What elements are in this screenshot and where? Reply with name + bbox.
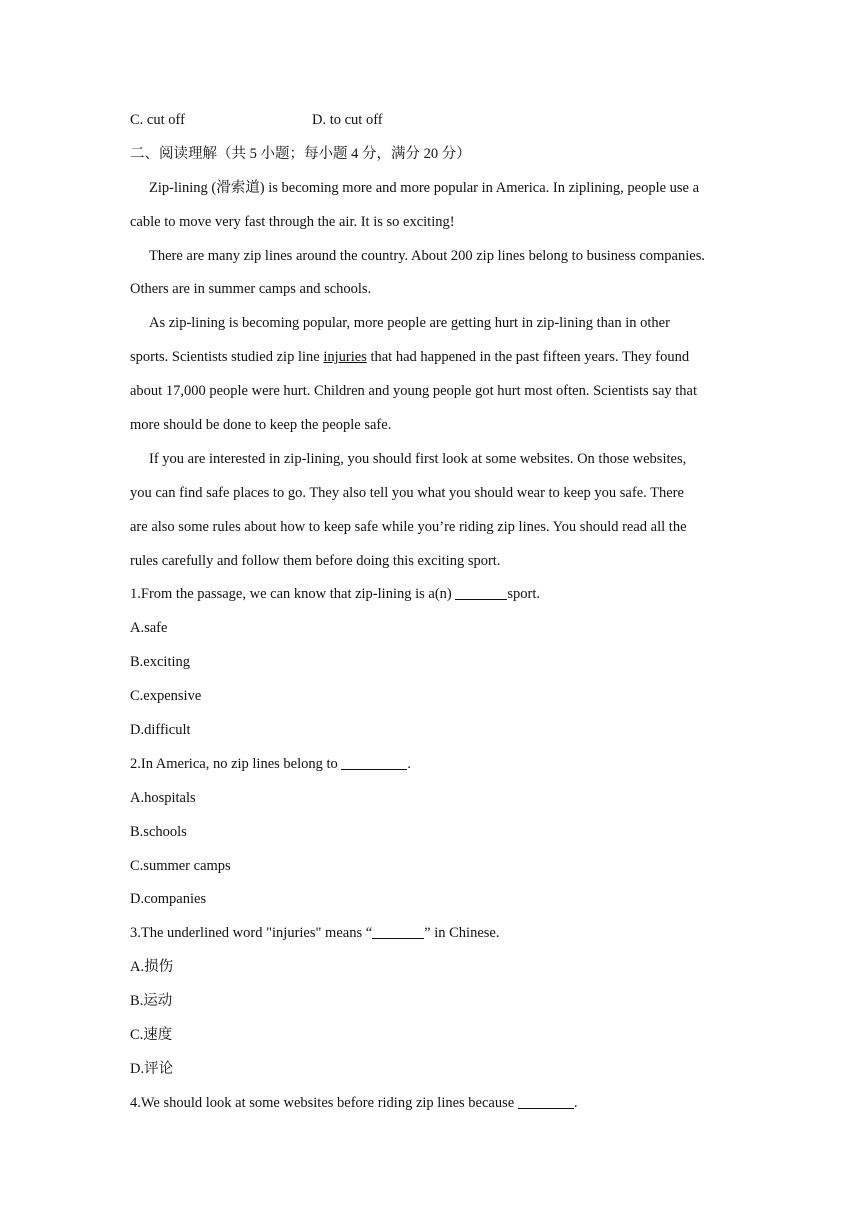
option-c: C. cut off bbox=[130, 112, 185, 128]
passage-line: Others are in summer camps and schools. bbox=[130, 281, 372, 298]
answer-option[interactable]: D.companies bbox=[130, 891, 207, 908]
question-text: 4.We should look at some websites before riding zip lines because bbox=[130, 1094, 518, 1111]
passage-line: As zip-lining is becoming popular, more people are getting hurt in zip-lining than in other bbox=[149, 315, 670, 332]
answer-option[interactable]: B.运动 bbox=[130, 993, 173, 1010]
answer-blank bbox=[455, 585, 507, 601]
document-page bbox=[130, 104, 740, 1121]
question-stem bbox=[130, 578, 740, 612]
answer-blank bbox=[518, 1093, 574, 1109]
answer-option[interactable]: D.评论 bbox=[130, 1060, 174, 1077]
question-text: sport. bbox=[507, 586, 540, 603]
passage-text: sports. Scientists studied zip line bbox=[130, 349, 324, 366]
question-text: 3.The underlined word "injuries" means “ bbox=[130, 925, 373, 942]
passage-line: Zip-lining (滑索道) is becoming more and more popular in America. In ziplining, people use a bbox=[149, 179, 700, 196]
question-stem bbox=[130, 917, 740, 951]
question-text: ” in Chinese. bbox=[424, 925, 500, 942]
passage-line: about 17,000 people were hurt. Children and young people got hurt most often. Scientists say that bbox=[130, 383, 698, 400]
answer-option[interactable]: D.difficult bbox=[130, 722, 191, 739]
question-text: . bbox=[407, 755, 412, 772]
passage-line: There are many zip lines around the country. About 200 zip lines belong to business companies. bbox=[149, 247, 705, 264]
passage-text: that had happened in the past fifteen years. They found bbox=[366, 349, 690, 366]
question-text: 1.From the passage, we can know that zip-lining is a(n) bbox=[130, 586, 456, 603]
question-2 bbox=[130, 748, 740, 917]
answer-option[interactable]: A.hospitals bbox=[130, 789, 196, 806]
answer-option[interactable]: C.速度 bbox=[130, 1027, 173, 1044]
question-3 bbox=[130, 917, 740, 1086]
answer-option[interactable]: B.schools bbox=[130, 823, 187, 840]
passage-line: are also some rules about how to keep safe while you’re riding zip lines. You should read all the bbox=[130, 518, 687, 535]
passage-line: cable to move very fast through the air. It is so exciting! bbox=[130, 213, 455, 230]
answer-option[interactable]: A.safe bbox=[130, 620, 168, 637]
question-4 bbox=[130, 1087, 740, 1121]
question-stem bbox=[130, 1087, 740, 1121]
answer-option[interactable]: B.exciting bbox=[130, 654, 191, 671]
answer-blank bbox=[372, 924, 424, 940]
question-text: 2.In America, no zip lines belong to bbox=[130, 755, 342, 772]
question-1 bbox=[130, 578, 740, 747]
answer-blank bbox=[341, 754, 407, 770]
answer-option[interactable]: C.expensive bbox=[130, 688, 202, 705]
answer-option[interactable]: A.损伤 bbox=[130, 959, 174, 976]
underlined-word: injuries bbox=[323, 349, 367, 366]
question-text: . bbox=[573, 1094, 578, 1111]
passage-line: you can find safe places to go. They also tell you what you should wear to keep you safe. There bbox=[130, 484, 684, 501]
option-d: D. to cut off bbox=[312, 112, 383, 128]
passage-line bbox=[130, 341, 740, 375]
passage-line: rules carefully and follow them before doing this exciting sport. bbox=[130, 552, 501, 569]
passage-line: more should be done to keep the people safe. bbox=[130, 417, 392, 434]
reading-passage bbox=[130, 172, 740, 579]
answer-option[interactable]: C.summer camps bbox=[130, 857, 231, 874]
previous-question-options bbox=[130, 104, 740, 138]
question-stem bbox=[130, 748, 740, 782]
section-heading: 二、阅读理解（共 5 小题；每小题 4 分，满分 20 分） bbox=[130, 145, 471, 162]
passage-line: If you are interested in zip-lining, you should first look at some websites. On those websites, bbox=[149, 450, 687, 467]
